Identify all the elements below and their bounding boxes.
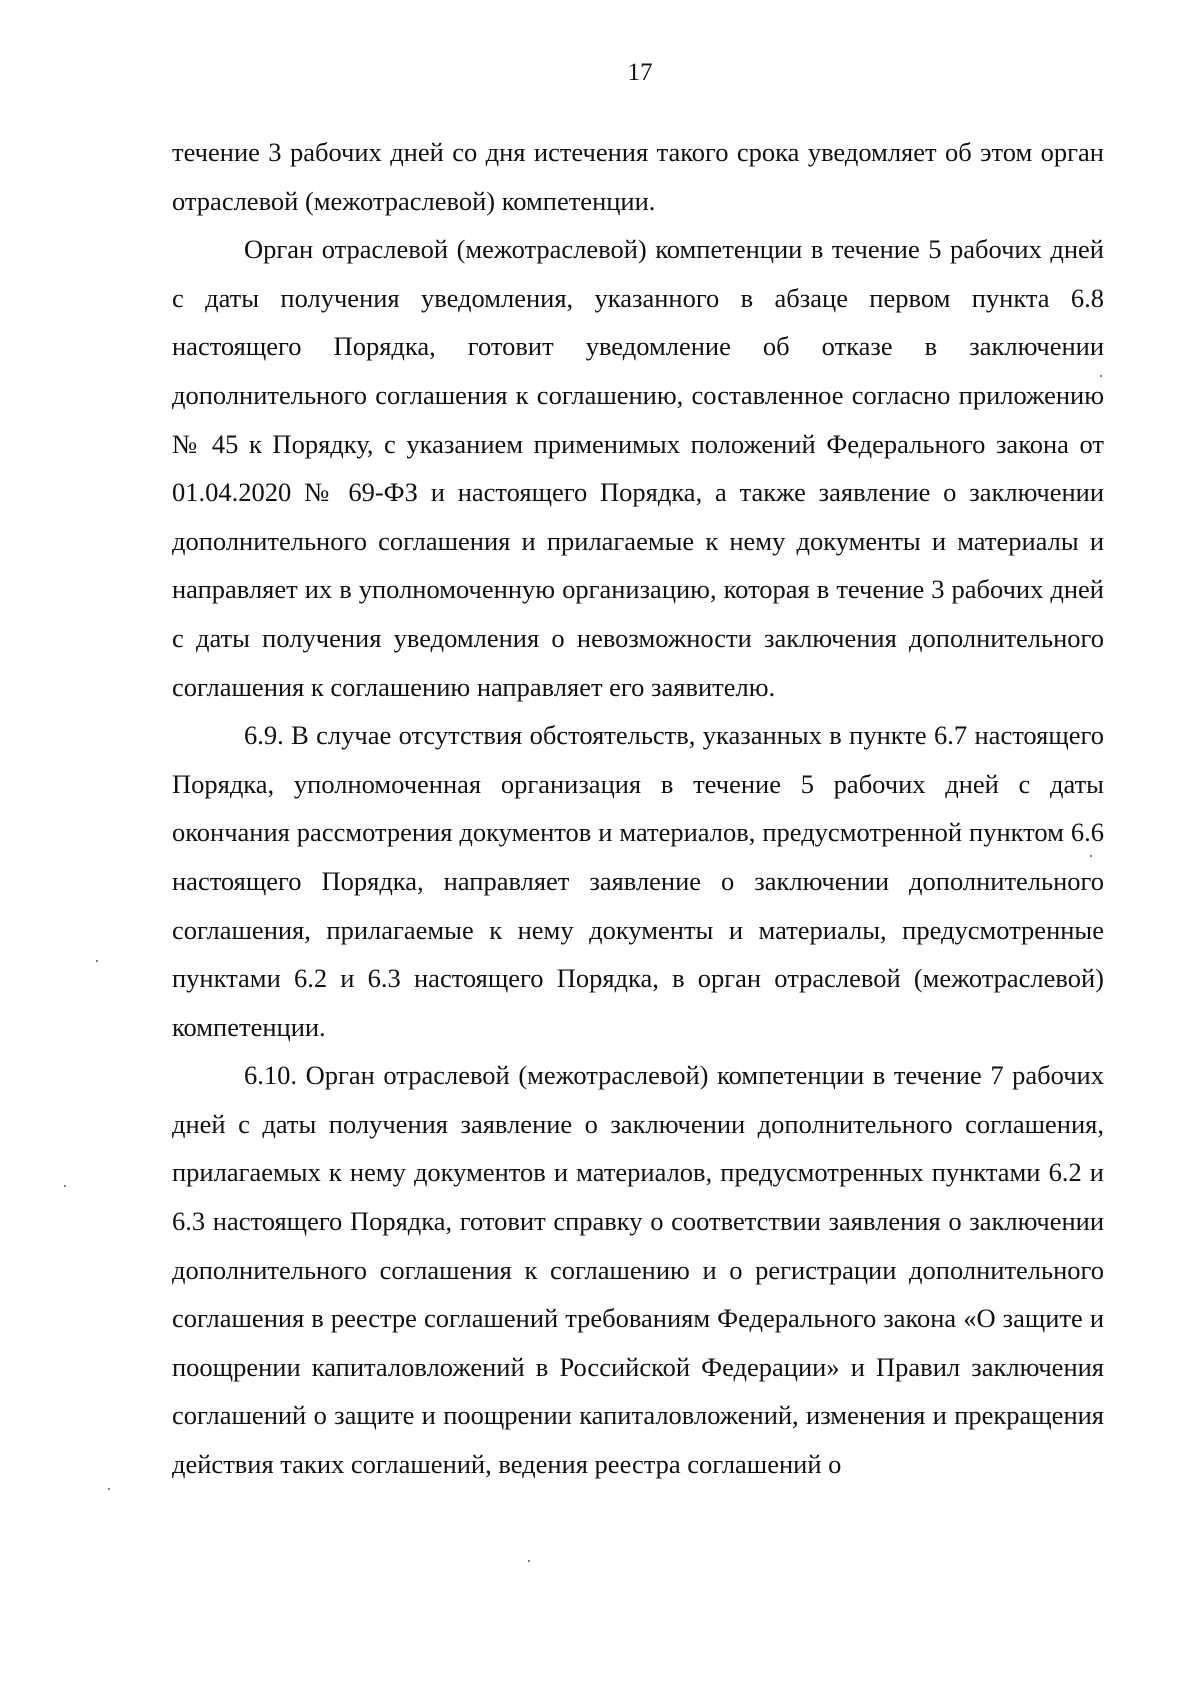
- scan-speck: [1100, 375, 1102, 377]
- page-number: 17: [627, 59, 653, 86]
- paragraph-item-6-9: 6.9. В случае отсутствия обстоятельств, указанных в пункте 6.7 настоящего Порядка, уполномоченная организация в течение 5 рабочих дней с даты окончания рассмотрения документов и материалов, предусмотренной пунктом 6.6 настоящего Порядка, направляет заявление о заключении дополнительного соглашения, прилагаемые к нему документы и материалы, предусмотренные пунктами 6.2 и 6.3 настоящего Порядка, в орган отраслевой (межотраслевой) компетенции.: [172, 720, 1104, 1042]
- paragraph-organ: Орган отраслевой (межотраслевой) компетенции в течение 5 рабочих дней с даты получения уведомления, указанного в абзаце первом пункта 6.8 настоящего Порядка, готовит уведомление об отказе в заключении дополнительного соглашения к соглашению, составленное согласно приложению № 45 к Порядку, с указанием применимых положений Федерального закона от 01.04.2020 № 69-ФЗ и настоящего Порядка, а также заявление о заключении дополнительного соглашения и прилагаемые к нему документы и материалы и направляет их в уполномоченную организацию, которая в течение 3 рабочих дней с даты получения уведомления о невозможности заключения дополнительного соглашения к соглашению направляет его заявителю.: [172, 234, 1104, 702]
- scan-speck: [108, 1488, 110, 1490]
- scan-speck: [528, 1560, 530, 1562]
- scan-speck: [64, 1185, 66, 1187]
- paragraph-item-6-10: 6.10. Орган отраслевой (межотраслевой) компетенции в течение 7 рабочих дней с даты получения заявление о заключении дополнительного соглашения, прилагаемых к нему документов и материалов, предусмотренных пунктами 6.2 и 6.3 настоящего Порядка, готовит справку о соответствии заявления о заключении дополнительного соглашения к соглашению и о регистрации дополнительного соглашения в реестре соглашений требованиям Федерального закона «О защите и поощрении капиталовложений в Российской Федерации» и Правил заключения соглашений о защите и поощрении капиталовложений, изменения и прекращения действия таких соглашений, ведения реестра соглашений о: [172, 1060, 1104, 1480]
- document-body: [172, 128, 1104, 1489]
- scan-speck: [1090, 855, 1092, 857]
- scan-speck: [96, 960, 98, 962]
- paragraph-continuation: течение 3 рабочих дней со дня истечения такого срока уведомляет об этом орган отраслевой (межотраслевой) компетенции.: [172, 137, 1104, 216]
